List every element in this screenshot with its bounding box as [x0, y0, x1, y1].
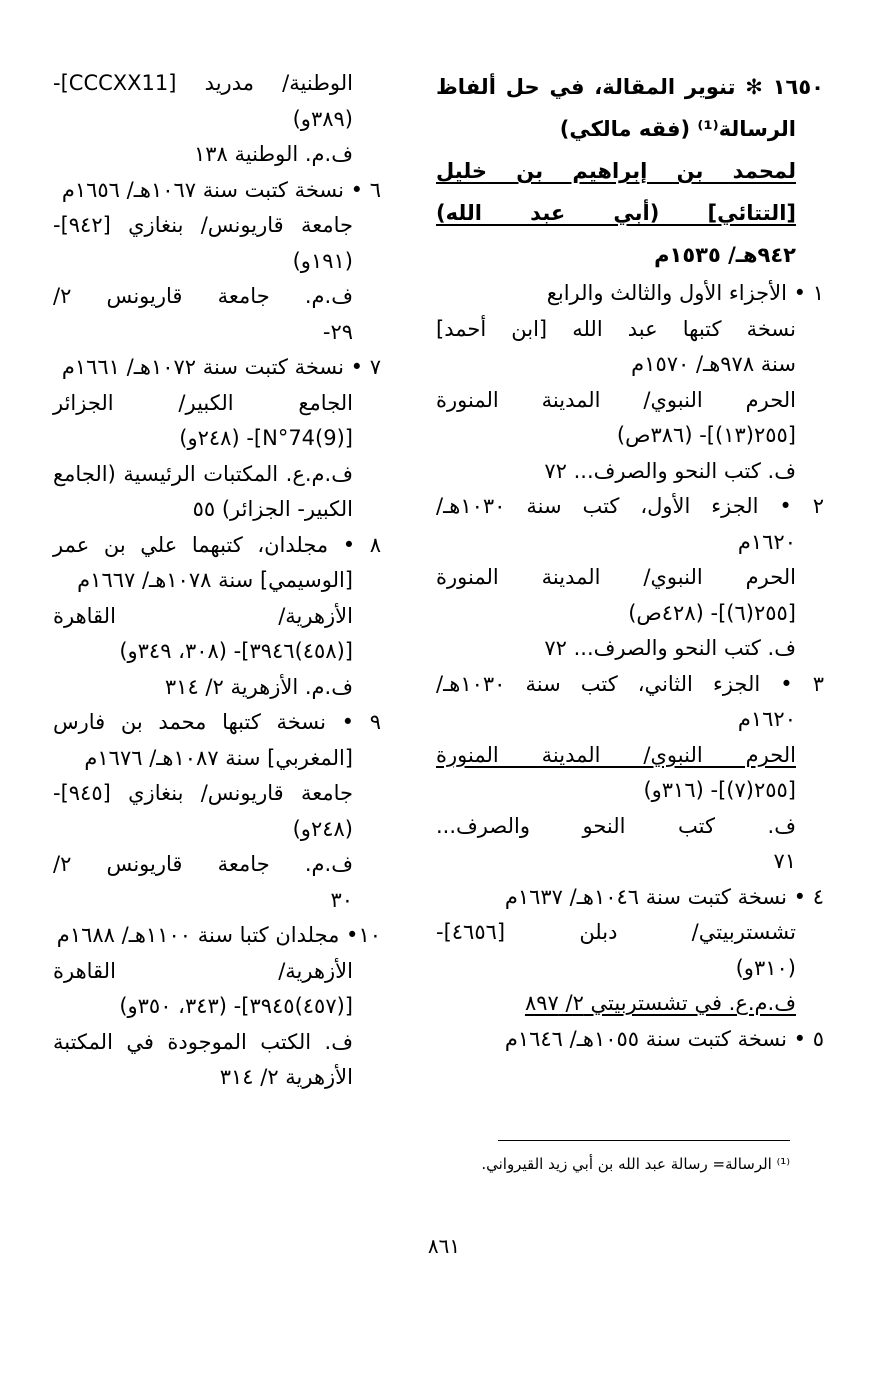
copy-3-shelfmark: [٢٥٥(٧)]- (٣١٦و)	[643, 778, 796, 802]
copy-1-library: الحرم النبوي/ المدينة المنورة	[436, 387, 796, 412]
copy-10-catalog-ref-cont: الأزهرية ٢/ ٣١٤	[219, 1065, 353, 1089]
copy-4-folio: (٣١٠و)	[735, 955, 796, 980]
copy-1-date: سنة ٩٧٨هـ/ ١٥٧٠م	[631, 352, 796, 376]
copy-7-library: الجامع الكبير/ الجزائر	[53, 390, 353, 415]
entry-author-line-1: لمحمد بن إبراهيم بن خليل	[436, 159, 796, 183]
entry-author-line-2: [التتائي] (أبي عبد الله)	[436, 201, 796, 225]
copy-5-library: الوطنية/ مدريد [CCCXX11]-	[53, 71, 353, 95]
copy-3-catalog-ref: ف. كتب النحو والصرف...	[436, 813, 796, 838]
entry-title-line-2: الرسالة⁽¹⁾ (فقه مالكي)	[559, 117, 796, 141]
copy-3-heading: ٣ • الجزء الثاني، كتب سنة ١٠٣٠هـ/	[436, 671, 824, 696]
copy-1-scribe: نسخة كتبها عبد الله [ابن أحمد]	[436, 316, 796, 341]
copy-9-catalog-page: ٣٠	[330, 887, 353, 912]
copy-1-heading: ١ • الأجزاء الأول والثالث والرابع	[546, 281, 824, 305]
right-column	[436, 66, 824, 1057]
copy-8-catalog-ref: ف.م. الأزهرية ٢/ ٣١٤	[164, 674, 353, 699]
copy-10-library: الأزهرية/ القاهرة	[53, 958, 353, 983]
copy-7-heading: ٧ • نسخة كتبت سنة ١٠٧٢هـ/ ١٦٦١م	[61, 355, 381, 379]
copy-2-date: ١٦٢٠م	[737, 529, 796, 554]
copy-7-catalog-ref-cont: الكبير- الجزائر) ٥٥	[192, 497, 353, 521]
copy-5-heading: ٥ • نسخة كتبت سنة ١٠٥٥هـ/ ١٦٤٦م	[504, 1026, 824, 1051]
copy-5-catalog-ref: ف.م. الوطنية ١٣٨	[193, 142, 353, 166]
copy-6-catalog-page: ٢٩-	[322, 319, 353, 344]
copy-9-library: جامعة قاريونس/ بنغازي [٩٤٥]-	[53, 781, 353, 805]
footnote-divider	[498, 1140, 790, 1141]
copy-2-heading: ٢ • الجزء الأول، كتب سنة ١٠٣٠هـ/	[436, 494, 824, 518]
copy-10-heading: ١٠• مجلدان كتبا سنة ١١٠٠هـ/ ١٦٨٨م	[56, 923, 381, 947]
footnote: ⁽¹⁾ الرسالة= رسالة عبد الله بن أبي زيد القيرواني.	[481, 1155, 790, 1173]
copy-2-shelfmark: [٢٥٥(٦)]- (٤٢٨ص)	[628, 600, 796, 625]
copy-6-heading: ٦ • نسخة كتبت سنة ١٠٦٧هـ/ ١٦٥٦م	[61, 177, 381, 202]
copy-3-catalog-page: ٧١	[773, 849, 796, 873]
copy-9-heading: ٩ • نسخة كتبها محمد بن فارس	[53, 710, 381, 734]
copy-10-catalog-ref: ف. الكتب الموجودة في المكتبة	[53, 1029, 353, 1054]
copy-4-library: تشستربيتي/ دبلن [٤٦٥٦]-	[436, 920, 796, 944]
copy-2-catalog-ref: ف. كتب النحو والصرف... ٧٢	[544, 636, 796, 660]
copy-10-shelfmark: [(٤٥٧)٣٩٤٥]- (٣٤٣، ٣٥٠و)	[119, 994, 353, 1018]
copy-8-heading: ٨ • مجلدان، كتبهما علي بن عمر	[53, 532, 381, 557]
copy-8-library: الأزهرية/ القاهرة	[53, 603, 353, 628]
copy-6-catalog-ref: ف.م. جامعة قاريونس ٢/	[53, 284, 353, 308]
left-column	[53, 66, 381, 1096]
copy-6-library: جامعة قاريونس/ بنغازي [٩٤٢]-	[53, 213, 353, 237]
copy-8-scribe-date: [الوسيمي] سنة ١٠٧٨هـ/ ١٦٦٧م	[77, 568, 353, 592]
copy-1-shelfmark: [٢٥٥(١٣)]- (٣٨٦ص)	[616, 423, 796, 447]
copy-2-library: الحرم النبوي/ المدينة المنورة	[436, 565, 796, 589]
copy-3-date: ١٦٢٠م	[737, 707, 796, 731]
copy-7-catalog-ref: ف.م.ع. المكتبات الرئيسية (الجامع	[53, 461, 353, 486]
copy-6-folio: (١٩١و)	[292, 248, 353, 273]
copy-9-folio: (٢٤٨و)	[292, 816, 353, 841]
entry-title-line-1: ١٦٥٠ ✻ تنوير المقالة، في حل ألفاظ	[436, 75, 824, 99]
copy-4-catalog-ref: ف.م.ع. في تشستربيتي ٢/ ٨٩٧	[524, 991, 796, 1015]
entry-date-line: ٩٤٢هـ/ ١٥٣٥م	[654, 243, 796, 267]
copy-3-library: الحرم النبوي/ المدينة المنورة	[436, 742, 796, 767]
copy-4-heading: ٤ • نسخة كتبت سنة ١٠٤٦هـ/ ١٦٣٧م	[504, 884, 824, 909]
copy-5-folio: (٣٨٩و)	[292, 106, 353, 131]
copy-7-shelfmark: [N°74(9)]- (٢٤٨و)	[179, 426, 353, 450]
copy-9-scribe-date: [المغربي] سنة ١٠٨٧هـ/ ١٦٧٦م	[84, 745, 353, 770]
copy-1-catalog-ref: ف. كتب النحو والصرف... ٧٢	[544, 458, 796, 483]
copy-8-shelfmark: [(٤٥٨)٣٩٤٦]- (٣٠٨، ٣٤٩و)	[119, 639, 353, 663]
copy-9-catalog-ref: ف.م. جامعة قاريونس ٢/	[53, 852, 353, 876]
page-number: ٨٦١	[427, 1234, 461, 1258]
